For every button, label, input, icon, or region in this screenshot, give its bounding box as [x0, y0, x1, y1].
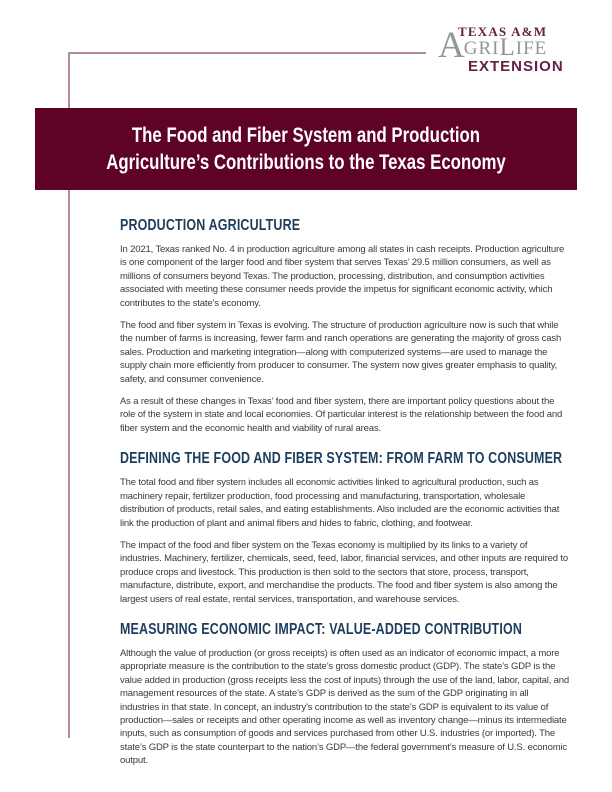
paragraph: As a result of these changes in Texas’ food and fiber system, there are important policy questions about the role of the system in state and local economies. Of particular interest is the relationship between the food and fiber system and the economic health and viability of rural areas. — [120, 396, 563, 434]
logo-gri: GRI — [463, 38, 500, 59]
paragraph: The food and fiber system in Texas is evolving. The structure of production agriculture now is such that while the number of farms is increasing, fewer farm and ranch operations are generating the majority of gross cash sales. Production and marketing integration—along with computerized systems—are used to manage the supply chain more efficiently from producer to consumer. The system now gives greater emphasis to quality, safety, and consumer convenience. — [120, 320, 562, 385]
section-heading-text: DEFINING THE FOOD AND FIBER SYSTEM: FROM FARM TO CONSUMER — [120, 450, 563, 468]
document-body — [120, 214, 570, 777]
logo-big-l: L — [499, 34, 516, 61]
section-heading-measuring-economic-impact — [120, 621, 570, 639]
section-heading-text: PRODUCTION AGRICULTURE — [120, 217, 301, 234]
logo-ife: IFE — [515, 38, 548, 59]
texas-am-agrilife-extension-logo — [438, 24, 598, 75]
paragraph: The impact of the food and fiber system on the Texas economy is multiplied by its links to a variety of industries. Machinery, fertilizer, chemicals, seed, feed, labor, financial services, and other inputs are required to produce crops and livestock. This production is then sold to the sectors that store, process, transport, manufacture, distribute, export, and merchandise the products. The food and fiber system is also among the largest users of real estate, rental services, transportation, and warehouse services. — [120, 539, 569, 605]
section-heading-defining-food-fiber-system — [120, 450, 570, 468]
logo-extension-text: EXTENSION — [468, 58, 564, 75]
section-heading-production-agriculture — [120, 217, 570, 235]
logo-texas-am-text: TEXAS A&M — [458, 24, 548, 39]
paragraph: Although the value of production (or gross receipts) is often used as an indicator of economic impact, a more appropriate measure is the contribution to the state’s gross domestic product (GDP). The state’s GDP is the value added in production (gross receipts less the cost of inputs) through the use of the land, labor, capital, and management resources of the state. A state’s GDP is derived as the sum of the GDP originating in all industries in that state. In concept, an industry’s contribution to the state’s GDP is equivalent to its value of production—sales or receipts and other operating income as well as inventory change—minus its intermediate inputs, such as consumption of goods and services purchased from other U.S. industries (or imported). The state’s GDP is the state counterpart to the nation’s GDP—the federal government’s measure of U.S. economic output. — [120, 647, 570, 767]
title-banner — [35, 108, 577, 190]
document-title-line2: Agriculture’s Contributions to the Texas Economy — [106, 151, 506, 174]
logo-big-a: A — [438, 25, 466, 66]
section-heading-text: MEASURING ECONOMIC IMPACT: VALUE-ADDED CONTRIBUTION — [120, 620, 522, 638]
document-title-line1: The Food and Fiber System and Production — [131, 124, 481, 147]
top-horizontal-rule — [68, 52, 426, 54]
paragraph: In 2021, Texas ranked No. 4 in production agriculture among all states in cash receipts. Production agriculture is one component of the larger food and fiber system that serves Texas’ 29.5 million consumers, as well as millions of consumers beyond Texas. The production, processing, distribution, and consumption activities associated with meeting these consumer needs provide the impetus for significant economic activity, which contributes to the state’s economy. — [120, 244, 565, 309]
paragraph: The total food and fiber system includes all economic activities linked to agricultural production, such as machinery repair, fertilizer production, food processing and manufacturing, transportation, wholesale distribution of products, retail sales, and eating establishments. Also included are the economic activities that link the production of plant and animal fibers and hides to fabric, clothing, and footwear. — [120, 477, 560, 529]
